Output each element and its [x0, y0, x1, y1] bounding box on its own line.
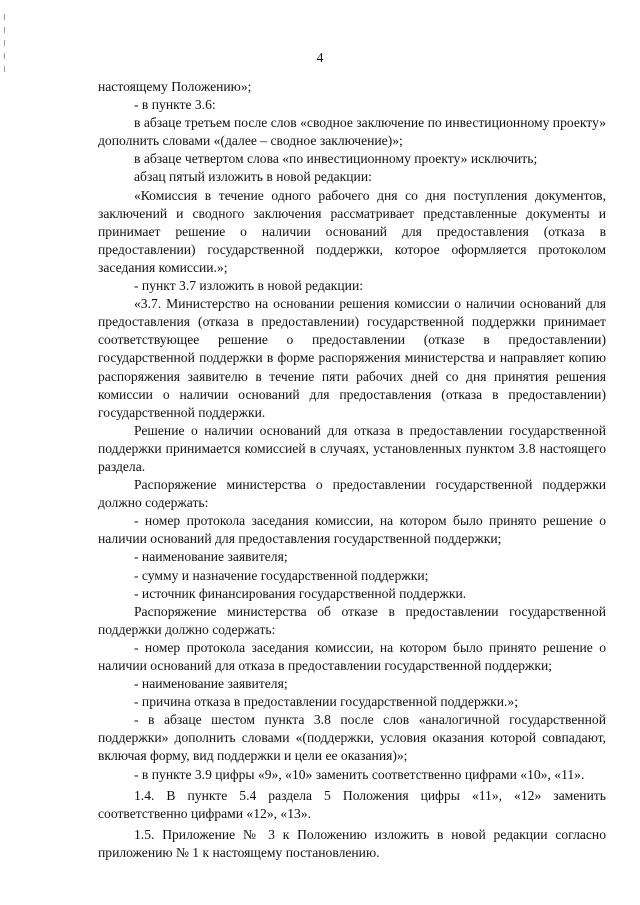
paragraph: - наименование заявителя;	[134, 549, 288, 565]
paragraph: Распоряжение министерства об отказе в предоставлении государственной поддержки должно содержать:	[98, 603, 606, 637]
paragraph: абзац пятый изложить в новой редакции:	[134, 169, 372, 185]
paragraph: 1.5. Приложение № 3 к Положению изложить в новой редакции согласно приложению № 1 к настоящему постановлению.	[98, 826, 606, 860]
paragraph: - сумму и назначение государственной поддержки;	[134, 567, 429, 583]
paragraph: Решение о наличии оснований для отказа в предоставлении государственной поддержки принимается комиссией в случаях, установленных пунктом 3.8 настоящего раздела.	[98, 422, 606, 474]
paragraph: 1.4. В пункте 5.4 раздела 5 Положения цифры «11», «12» заменить соответственно цифрами «12», «13».	[98, 787, 606, 821]
document-body	[98, 78, 606, 862]
page-number: 4	[316, 50, 324, 65]
paragraph: - в пункте 3.6:	[134, 97, 216, 113]
paragraph: - в пункте 3.9 цифры «9», «10» заменить соответственно цифрами «10», «11».	[134, 766, 585, 782]
paragraph: «3.7. Министерство на основании решения комиссии о наличии оснований для предоставления (отказа в предоставлении) государственной поддержки принимает соответствующее решение о предоставлении (отказе в предоставлении) государственной поддержки в форме распоряжения министерства и направляет копию распоряжения заявителю в течение пяти рабочих дней со дня принятия решения комиссии о наличии оснований для предоставления (отказа в предоставлении) государственной поддержки.	[98, 296, 606, 420]
paragraph: - пункт 3.7 изложить в новой редакции:	[134, 278, 364, 294]
paragraph: в абзаце третьем после слов «сводное заключение по инвестиционному проекту» дополнить словами «(далее – сводное заключение)»;	[98, 115, 606, 149]
paragraph: в абзаце четвертом слова «по инвестиционному проекту» исключить;	[134, 151, 538, 167]
paragraph: - номер протокола заседания комиссии, на котором было принято решение о наличии оснований для предоставления государственной поддержки;	[98, 513, 606, 547]
paragraph: - в абзаце шестом пункта 3.8 после слов «аналогичной государственной поддержки» дополнить словами «(поддержки, условия оказания которой совпадают, включая форму, вид поддержки и цели ее оказания)»;	[98, 712, 606, 764]
paragraph: настоящему Положению»;	[98, 79, 252, 94]
paragraph: - номер протокола заседания комиссии, на котором было принято решение о наличии оснований для отказа в предоставлении государственной поддержки;	[98, 639, 606, 673]
paragraph: - наименование заявителя;	[134, 676, 288, 692]
paragraph: «Комиссия в течение одного рабочего дня со дня поступления документов, заключений и сводного заключения рассматривает представленные документы и принимает решение о наличии оснований для предоставления (отказа в предоставлении) государственной поддержки, которое оформляется протоколом заседания комиссии.»;	[98, 187, 606, 275]
paragraph: - источник финансирования государственной поддержки.	[134, 585, 467, 601]
paragraph: Распоряжение министерства о предоставлении государственной поддержки должно содержать:	[98, 477, 606, 511]
scan-margin-marks	[4, 14, 7, 84]
paragraph: - причина отказа в предоставлении государственной поддержки.»;	[134, 694, 518, 710]
